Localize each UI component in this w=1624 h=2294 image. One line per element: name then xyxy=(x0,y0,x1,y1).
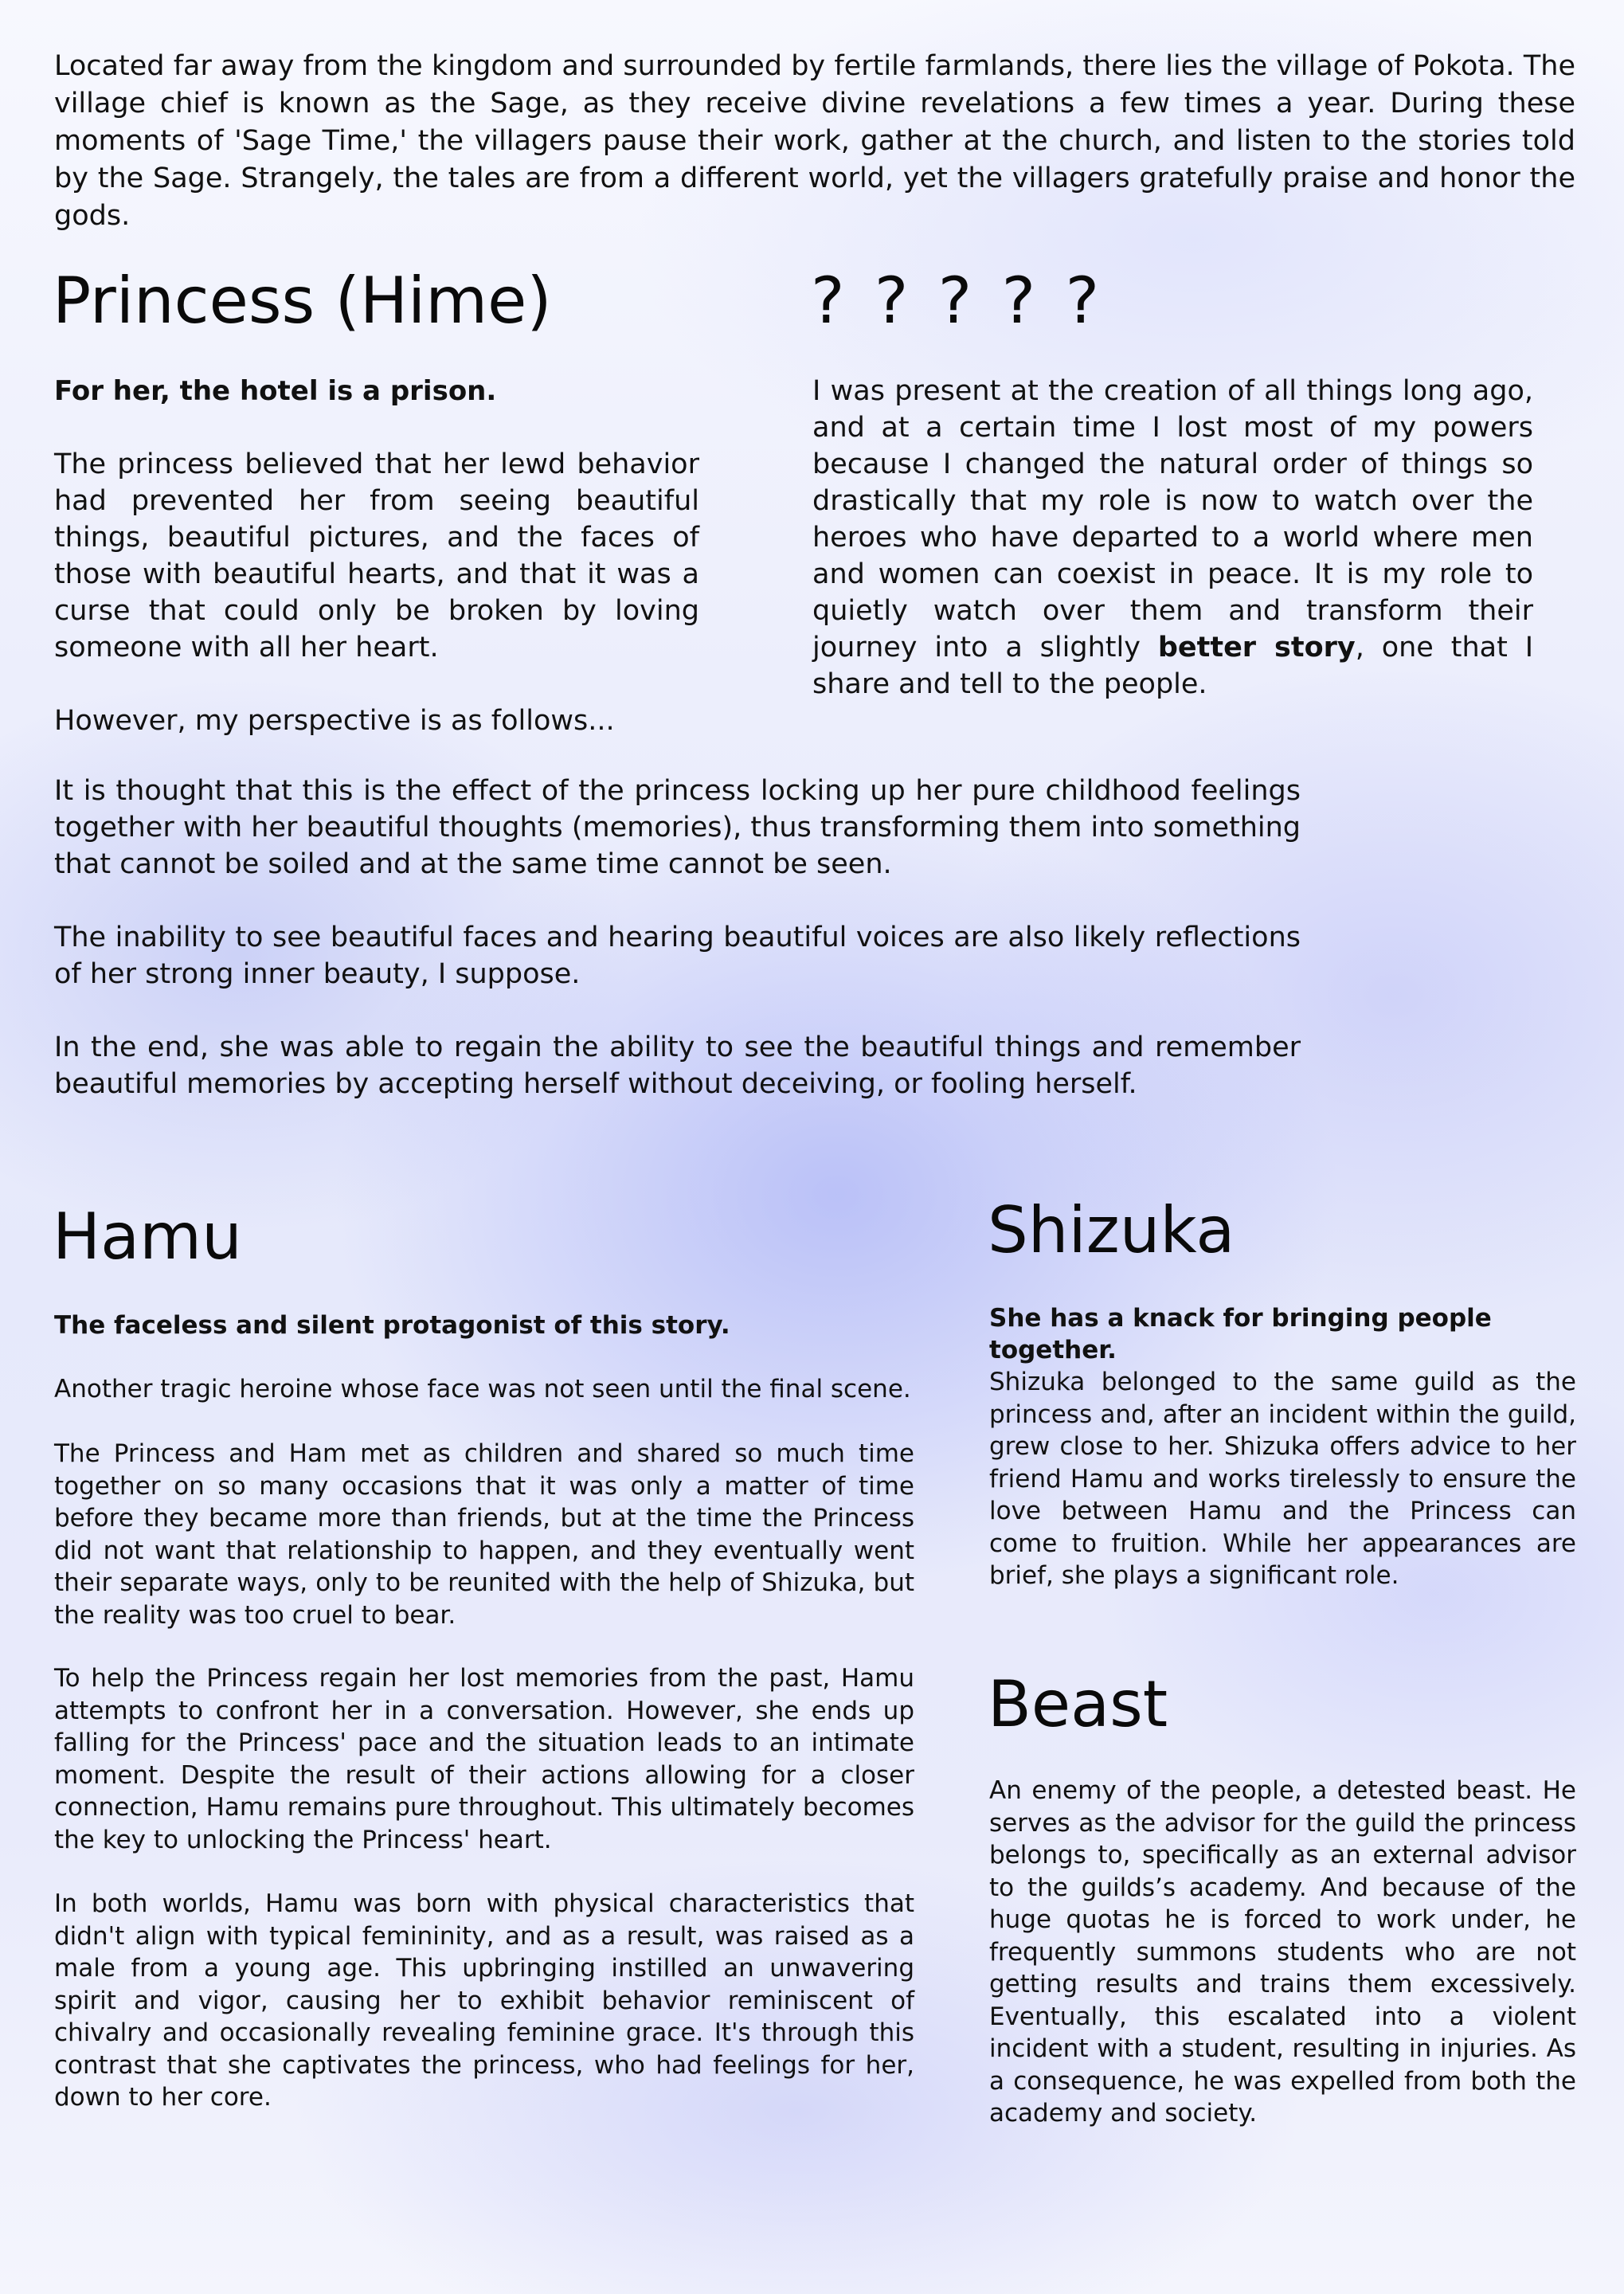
hamu-paragraph-2: The Princess and Ham met as children and shared so much time together on so many occasions that it was only a matter of time before they became more than friends, but at the time the Princess did not want that relationship to happen, and they eventually went their separate ways, only to be reunited with the help of Shizuka, but the reality was too cruel to bear. xyxy=(54,1439,914,1630)
unknown-text-bold: better story xyxy=(1157,632,1356,664)
unknown-text-after: , one that I share and tell to the people. xyxy=(812,632,1534,700)
unknown-text-before: I was present at the creation of all things long ago, and at a certain time I lost most of my powers because I changed the natural order of things so drastically that my role is now to watch over the heroes who have departed to a world where men and women can coexist in peace. It is my role to quietly watch over them and transform their journey into a slightly xyxy=(812,375,1533,664)
hamu-title: Hamu xyxy=(53,1200,242,1274)
hamu-paragraph-1: Another tragic heroine whose face was not seen until the final scene. xyxy=(54,1375,911,1403)
shizuka-tagline: She has a knack for bringing people together. xyxy=(989,1304,1492,1364)
intro-paragraph: Located far away from the kingdom and surrounded by fertile farmlands, there lies the village of Pokota. The village chief is known as the Sage, as they receive divine revelations a few times a year. During these moments of 'Sage Time,' the villagers pause their work, gather at the church, and listen to the stories told by the Sage. Strangely, the tales are from a different world, yet the villagers gratefully praise and honor the gods. xyxy=(54,50,1575,232)
princess-tagline: For her, the hotel is a prison. xyxy=(54,375,497,407)
unknown-title: ? ? ? ? ? xyxy=(811,264,1105,338)
hamu-paragraph-4: In both worlds, Hamu was born with physical characteristics that didn't align with typical femininity, and as a result, was raised as a male from a young age. This upbringing instilled an unwavering spirit and vigor, causing her to exhibit behavior reminiscent of chivalry and occasionally revealing feminine grace. It's through this contrast that she captivates the princess, who had feelings for her, down to her core. xyxy=(54,1889,914,2112)
shizuka-paragraph-1: Shizuka belonged to the same guild as the princess and, after an incident within the guild, grew close to her. Shizuka offers advice to her friend Hamu and works tirelessly to ensure the love between Hamu and the Princess can come to fruition. While her appearances are brief, she plays a significant role. xyxy=(989,1368,1576,1590)
princess-paragraph-3: It is thought that this is the effect of the princess locking up her pure childhood feelings together with her beautiful thoughts (memories), thus transforming them into something that cannot be soiled and at the same time cannot be seen. xyxy=(54,775,1301,880)
hamu-tagline: The faceless and silent protagonist of this story. xyxy=(54,1311,730,1340)
princess-paragraph-5: In the end, she was able to regain the ability to see the beautiful things and remember beautiful memories by accepting herself without deceiving, or fooling herself. xyxy=(54,1032,1301,1100)
beast-title: Beast xyxy=(988,1667,1168,1741)
hamu-paragraph-3: To help the Princess regain her lost memories from the past, Hamu attempts to confront her in a conversation. However, she ends up falling for the Princess' pace and the situation leads to an intimate moment. Despite the result of their actions allowing for a closer connection, Hamu remains pure throughout. This ultimately becomes the key to unlocking the Princess' heart. xyxy=(54,1664,914,1854)
princess-paragraph-4: The inability to see beautiful faces and hearing beautiful voices are also likely reflections of her strong inner beauty, I suppose. xyxy=(54,922,1301,990)
unknown-paragraph xyxy=(812,373,1533,703)
princess-paragraph-2: However, my perspective is as follows... xyxy=(54,705,615,737)
shizuka-title: Shizuka xyxy=(988,1193,1235,1267)
princess-title: Princess (Hime) xyxy=(53,264,552,338)
princess-paragraph-1: The princess believed that her lewd behavior had prevented her from seeing beautiful things, beautiful pictures, and the faces of those with beautiful hearts, and that it was a curse that could only be broken by loving someone with all her heart. xyxy=(54,448,699,664)
beast-paragraph-1: An enemy of the people, a detested beast. He serves as the advisor for the guild the princess belongs to, specifically as an external advisor to the guilds’s academy. And because of the huge quotas he is forced to work under, he frequently summons students who are not getting results and trains them excessively. Eventually, this escalated into a violent incident with a student, resulting in injuries. As a consequence, he was expelled from both the academy and society. xyxy=(989,1776,1576,2128)
